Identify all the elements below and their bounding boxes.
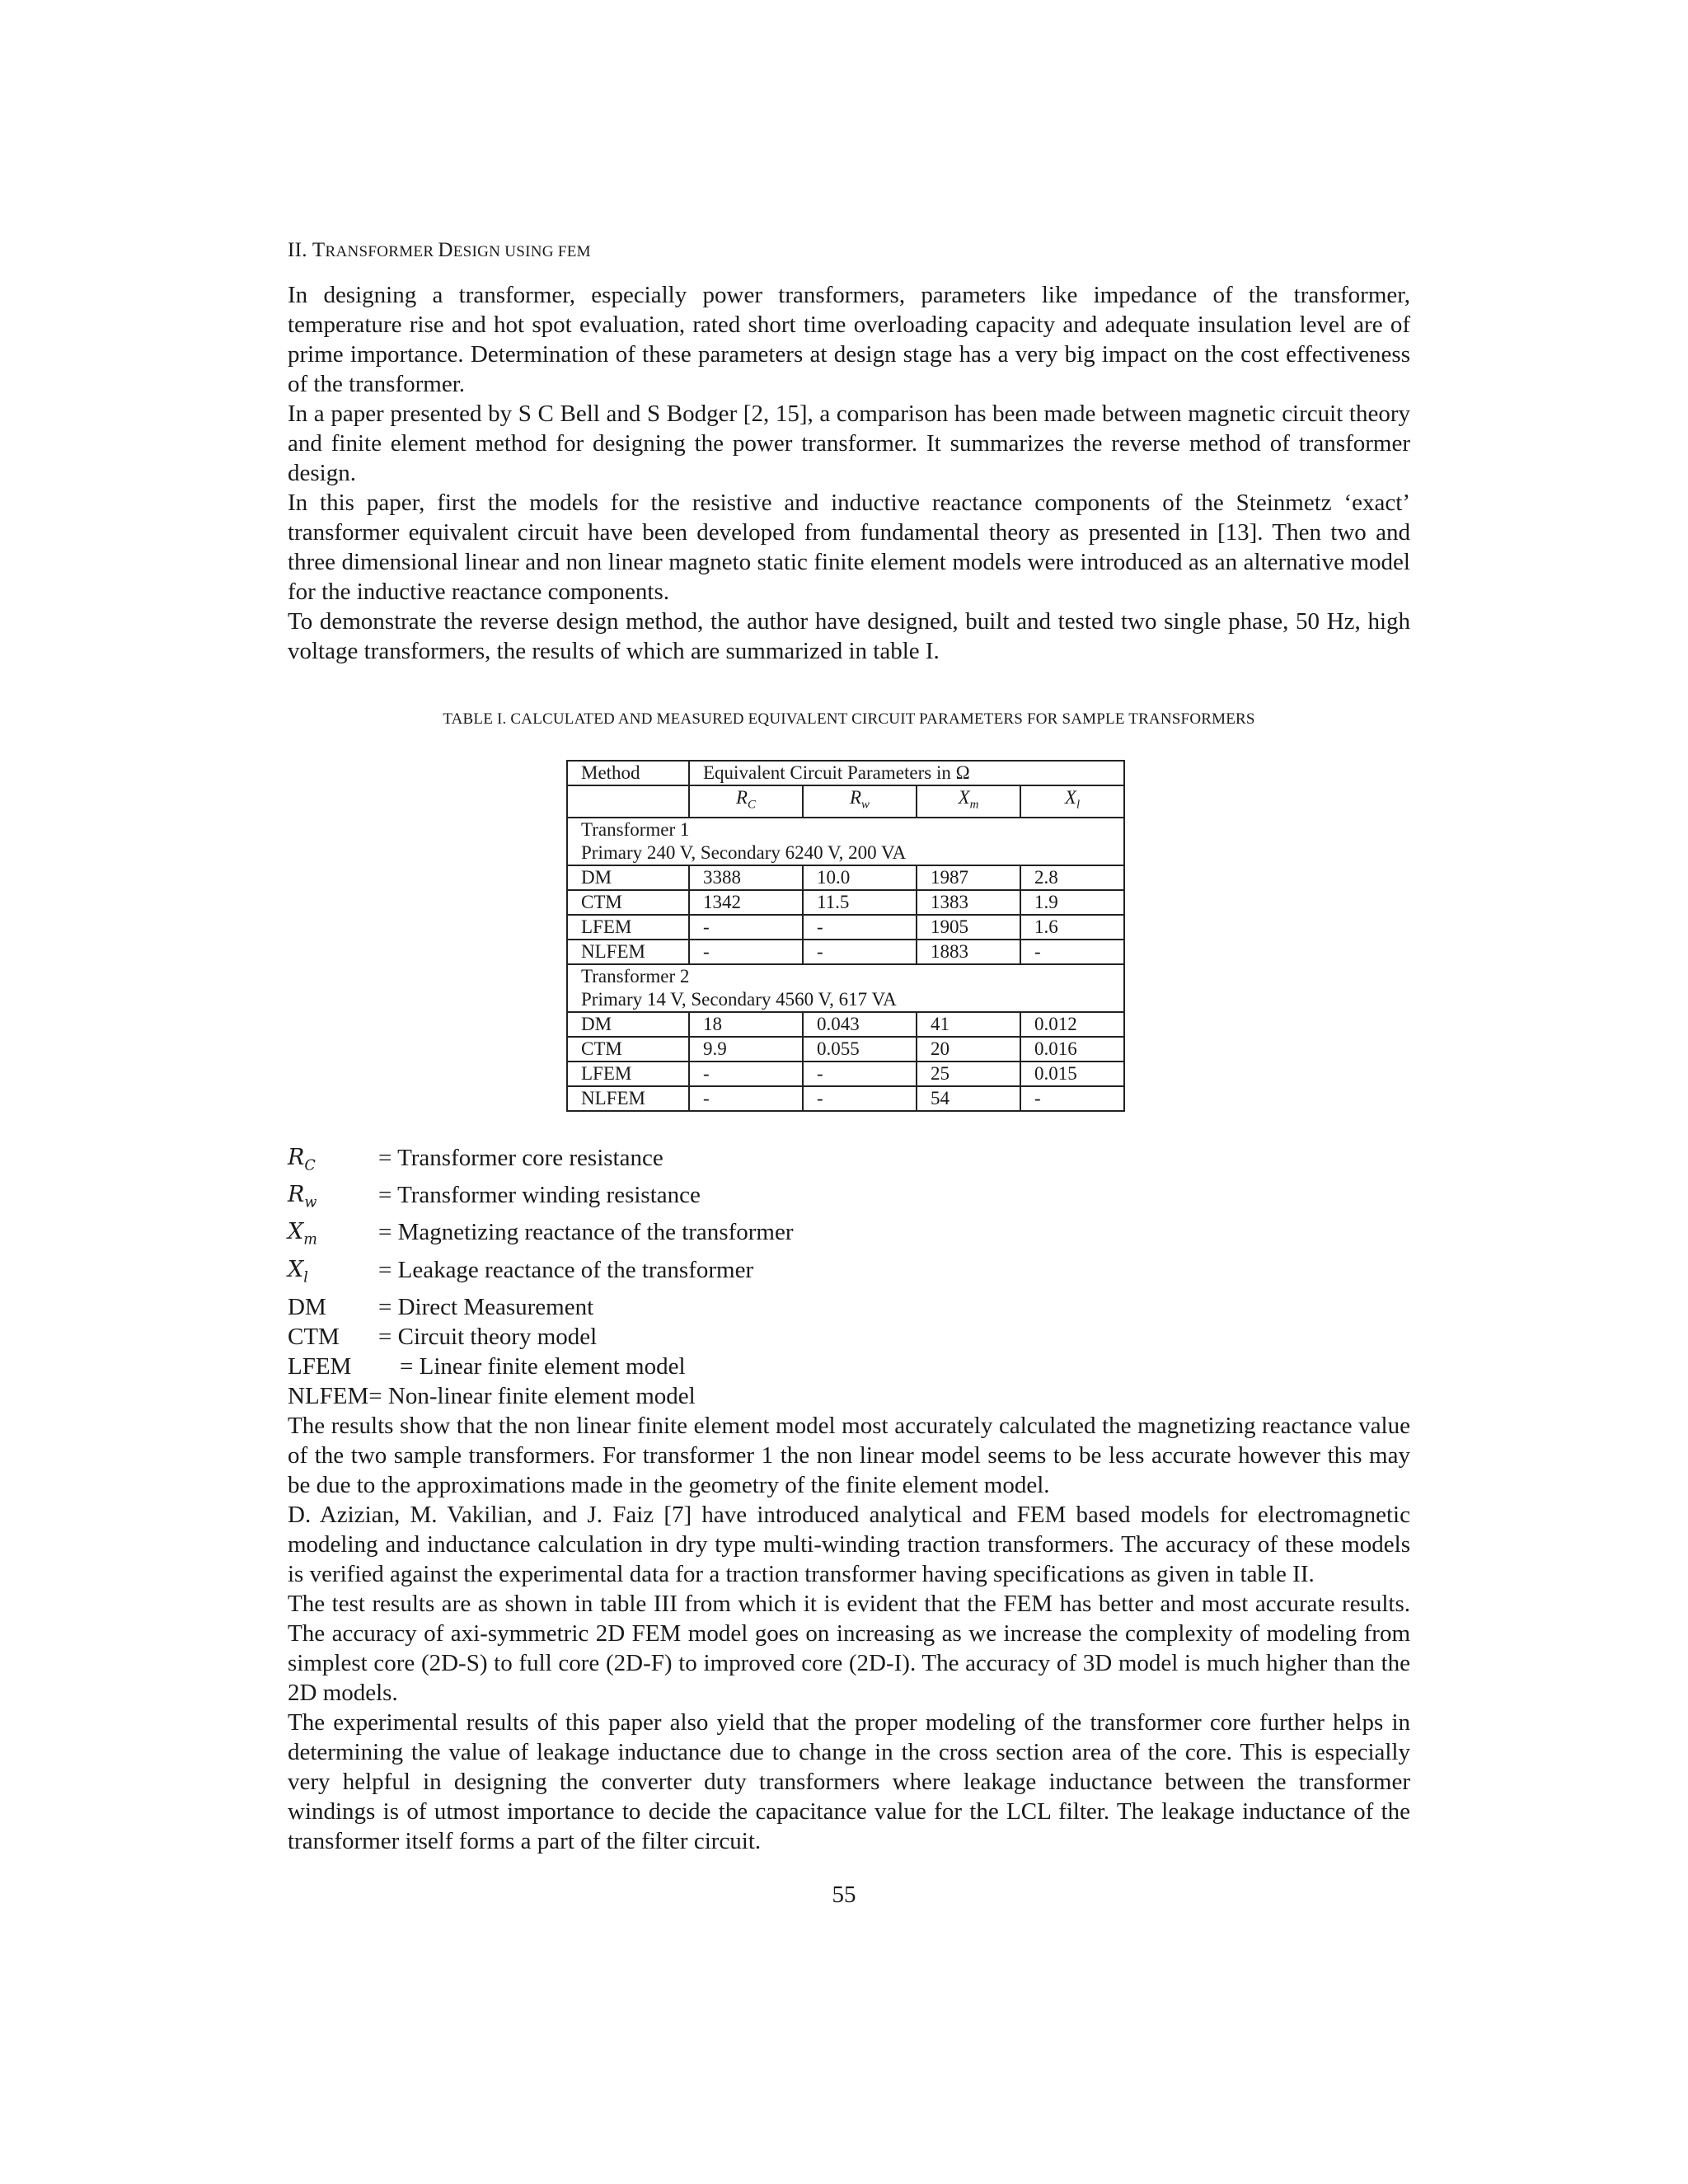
symbol-base: X (288, 1219, 304, 1245)
cell-xm: 41 (917, 1012, 1020, 1037)
cell-method: DM (567, 865, 689, 890)
legend-symbol (288, 1255, 378, 1292)
paragraph: In a paper presented by S C Bell and S Bodger [2, 15], a comparison has been made between magnetic circuit theory and finite element method for designing the power transformer. It summarizes the reverse method of transformer design. (288, 401, 1410, 486)
symbol-sub: l (303, 1269, 308, 1286)
symbol-xm (917, 785, 1020, 818)
legend-text: = Transformer winding resistance (378, 1181, 701, 1208)
table-row (567, 1037, 1124, 1062)
legend-text: = Circuit theory model (378, 1324, 598, 1351)
paragraph: In this paper, first the models for the resistive and inductive reactance components of the Steinmetz ‘exact’ transformer equivalent circuit have been developed from fundamental theory as presented in [13]. Then two and three dimensional linear and non linear magneto static finite element models were introduced as an alternative model for the inductive reactance components. (288, 490, 1410, 605)
cell-rw: - (803, 915, 917, 940)
cell-xm: 20 (917, 1037, 1020, 1062)
symbol-base: X (958, 787, 970, 808)
symbol-base: X (1064, 787, 1076, 808)
cell-rw: 0.043 (803, 1012, 917, 1037)
cell-rc: - (689, 1062, 803, 1086)
legend-label: LFEM (288, 1353, 352, 1380)
legend-item (288, 1255, 1410, 1292)
symbol-base: R (735, 787, 748, 808)
cell-rw: - (803, 1062, 917, 1086)
table-row (567, 865, 1124, 890)
table-header-row (567, 761, 1124, 785)
legend-text: = Direct Measurement (378, 1294, 594, 1321)
cell-xm: 1383 (917, 890, 1020, 915)
table-caption: TABLE I. CALCULATED AND MEASURED EQUIVALENT CIRCUIT PARAMETERS FOR SAMPLE TRANSFORMERS (443, 710, 1255, 728)
legend-text: = Non-linear finite element model (368, 1383, 696, 1410)
legend-text: = Linear finite element model (400, 1353, 686, 1380)
cell-rw: 11.5 (803, 890, 917, 915)
group-cell (567, 818, 1124, 865)
cell-xl: 0.016 (1020, 1037, 1124, 1062)
symbol-base: R (288, 1144, 305, 1170)
group-title: Transformer 1 (581, 818, 690, 840)
cell-xl: - (1020, 1086, 1124, 1111)
cell-xl: 2.8 (1020, 865, 1124, 890)
table-row (567, 915, 1124, 940)
cell-xm: 1905 (917, 915, 1020, 940)
cell-rc: 1342 (689, 890, 803, 915)
cell-xl: 0.015 (1020, 1062, 1124, 1086)
group-spec: Primary 240 V, Secondary 6240 V, 200 VA (581, 841, 907, 863)
cell-rw: - (803, 940, 917, 964)
legend-text: = Leakage reactance of the transformer (378, 1256, 754, 1283)
cell-method: LFEM (567, 915, 689, 940)
section-heading (288, 239, 1410, 262)
symbol-sub: m (303, 1231, 317, 1249)
group-cell (567, 964, 1124, 1012)
group-title: Transformer 2 (581, 965, 690, 987)
cell-rc: 9.9 (689, 1037, 803, 1062)
symbol-sub: C (304, 1156, 316, 1174)
paragraph: The results show that the non linear finite element model most accurately calculated the magnetizing reactance value of the two sample transformers. For transformer 1 the non linear model seems to be less accurate however this may be due to the approximations made in the geometry of the finite element model. (288, 1413, 1410, 1499)
symbol-sub: C (748, 798, 757, 812)
cell-rc: - (689, 940, 803, 964)
legend-label: CTM (288, 1324, 340, 1351)
cell-rw: 10.0 (803, 865, 917, 890)
paragraph: To demonstrate the reverse design method, the author have designed, built and tested two single phase, 50 Hz, high voltage transformers, the results of which are summarized in table I. (288, 608, 1410, 664)
paragraph: In designing a transformer, especially power transformers, parameters like impedance of the transformer, temperature rise and hot spot evaluation, rated short time overloading capacity and adequate insulation level are of prime importance. Determination of these parameters at design stage has a very big impact on the cost effectiveness of the transformer. (288, 282, 1410, 397)
paragraph: D. Azizian, M. Vakilian, and J. Faiz [7] have introduced analytical and FEM based models for electromagnetic modeling and inductance calculation in dry type multi-winding traction transformers. The accuracy of these models is verified against the experimental data for a traction transformer having specifications as given in table II. (288, 1502, 1410, 1588)
legend-text: = Transformer core resistance (378, 1144, 663, 1171)
paragraph: The experimental results of this paper also yield that the proper modeling of the transformer core further helps in determining the value of leakage inductance due to change in the cross section area of the core. This is especially very helpful in designing the converter duty transformers where leakage inductance between the transformer windings is of utmost importance to decide the capacitance value for the LCL filter. The leakage inductance of the transformer itself forms a part of the filter circuit. (288, 1709, 1410, 1855)
symbol-row (567, 785, 1124, 818)
cell-method: NLFEM (567, 1086, 689, 1111)
symbol-sub: l (1076, 798, 1081, 812)
cell-xl: - (1020, 940, 1124, 964)
legend-item (288, 1292, 1410, 1322)
table-row (567, 1086, 1124, 1111)
symbol-sub: w (861, 798, 870, 812)
symbol-rw (803, 785, 917, 818)
group-row (567, 964, 1124, 1012)
parameters-table (566, 760, 1125, 1112)
page-body (288, 239, 1410, 1856)
cell-xm: 25 (917, 1062, 1020, 1086)
heading-rest-3: FEM (557, 243, 591, 260)
cell-rc: - (689, 1086, 803, 1111)
symbol-base: R (288, 1181, 305, 1207)
cell-xm: 1987 (917, 865, 1020, 890)
table-row (567, 890, 1124, 915)
symbol-rc (689, 785, 803, 818)
legend-label: DM (288, 1294, 326, 1321)
legend-symbol (288, 1217, 378, 1254)
cell-rc: - (689, 915, 803, 940)
heading-initial-2: D (438, 239, 453, 261)
cell-rw: - (803, 1086, 917, 1111)
legend-item (288, 1180, 1410, 1217)
heading-rest-1: RANSFORMER (325, 243, 438, 260)
method-header: Method (567, 761, 689, 785)
symbol-sub: w (304, 1194, 317, 1212)
cell-method: DM (567, 1012, 689, 1037)
cell-method: CTM (567, 1037, 689, 1062)
table-row (567, 1062, 1124, 1086)
paragraph: The test results are as shown in table III from which it is evident that the FEM has better and most accurate results. The accuracy of axi-symmetric 2D FEM model goes on increasing as we increase the complexity of modeling from simplest core (2D-S) to full core (2D-F) to improved core (2D-I). The accuracy of 3D model is much higher than the 2D models. (288, 1591, 1410, 1707)
group-row (567, 818, 1124, 865)
symbol-sub: m (969, 798, 979, 812)
table-row (567, 940, 1124, 964)
cell-xl: 1.6 (1020, 915, 1124, 940)
heading-rest-2: ESIGN USING (452, 243, 558, 260)
legend-text: = Magnetizing reactance of the transformer (378, 1219, 794, 1246)
group-spec: Primary 14 V, Secondary 4560 V, 617 VA (581, 988, 897, 1010)
cell-xl: 0.012 (1020, 1012, 1124, 1037)
table-row (567, 1012, 1124, 1037)
legend-item (288, 1381, 1410, 1411)
legend-symbol (288, 1143, 378, 1180)
legend-item (288, 1217, 1410, 1254)
cell-rc: 3388 (689, 865, 803, 890)
legend-item (288, 1143, 1410, 1180)
heading-initial-1: T (312, 239, 326, 261)
cell-method: NLFEM (567, 940, 689, 964)
page-number: 55 (832, 1882, 856, 1908)
legend-item (288, 1322, 1410, 1352)
cell-xm: 1883 (917, 940, 1020, 964)
params-header: Equivalent Circuit Parameters in Ω (689, 761, 1124, 785)
cell-method: CTM (567, 890, 689, 915)
legend-item (288, 1352, 1410, 1381)
cell-xm: 54 (917, 1086, 1020, 1111)
legend-symbol (288, 1180, 378, 1217)
symbol-xl (1020, 785, 1124, 818)
section-number: II. (288, 239, 312, 261)
cell-method: LFEM (567, 1062, 689, 1086)
symbol-base: X (288, 1256, 304, 1282)
cell-rc: 18 (689, 1012, 803, 1037)
cell-xl: 1.9 (1020, 890, 1124, 915)
empty-cell (567, 785, 689, 818)
legend-label: NLFEM (288, 1383, 369, 1410)
symbol-base: R (849, 787, 862, 808)
symbol-legend (288, 1143, 1410, 1412)
cell-rw: 0.055 (803, 1037, 917, 1062)
